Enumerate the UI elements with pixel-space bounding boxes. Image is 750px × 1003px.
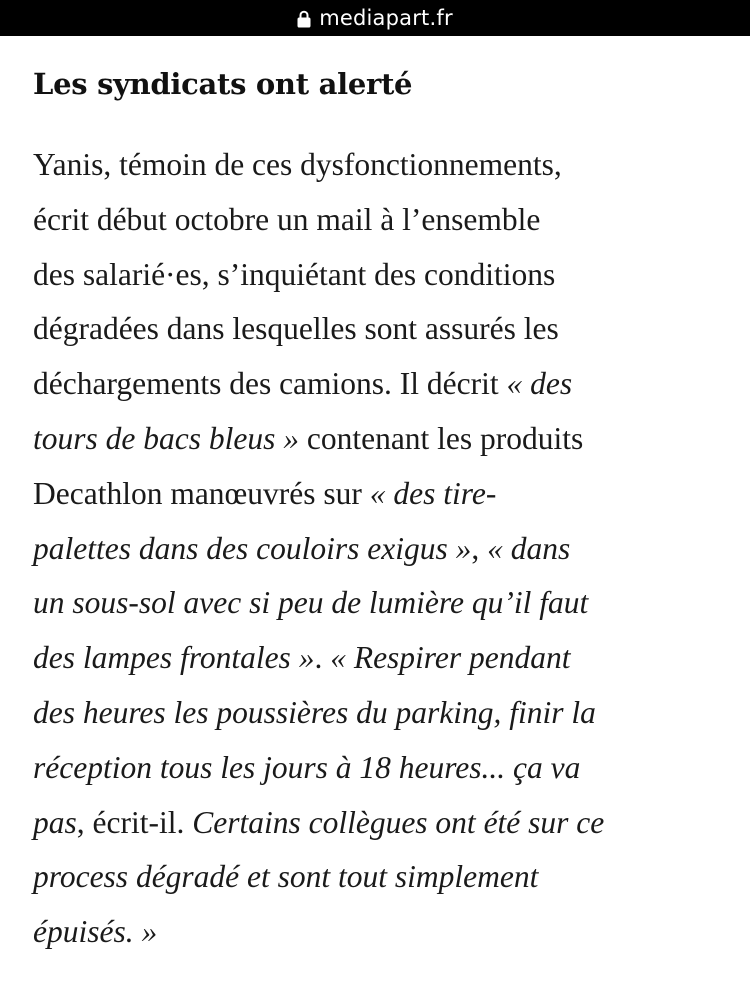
quoted-text: process dégradé et sont tout simplement: [33, 859, 539, 895]
quoted-text: tours de bacs bleus »: [33, 420, 299, 456]
paragraph-line: [33, 357, 723, 412]
article-paragraph: [33, 138, 723, 960]
quoted-text: des lampes frontales »: [33, 640, 315, 676]
paragraph-line: [33, 796, 723, 851]
paragraph-line: [33, 467, 723, 522]
text-segment: , écrit-il.: [76, 804, 193, 840]
text-segment: dégradées dans lesquelles sont assurés les: [33, 311, 559, 347]
quoted-text: épuisés. »: [33, 914, 158, 950]
quoted-text: un sous-sol avec si peu de lumière qu’il faut: [33, 585, 589, 621]
paragraph-line: [33, 248, 723, 303]
paragraph-line: [33, 905, 723, 960]
paragraph-line: [33, 686, 723, 741]
text-segment: .: [314, 640, 331, 676]
article-section: [33, 36, 723, 960]
quoted-text: palettes dans des couloirs exigus »: [33, 530, 472, 566]
paragraph-line: [33, 631, 723, 686]
paragraph-line: [33, 193, 723, 248]
quoted-text: « des tire-: [369, 475, 497, 511]
browser-address-bar[interactable]: [0, 0, 750, 36]
paragraph-line: [33, 741, 723, 796]
text-segment: Yanis, témoin de ces dysfonctionnements,: [33, 147, 562, 182]
text-segment: des salarié·es, s’inquiétant des conditions: [33, 256, 556, 292]
quoted-text: pas: [33, 804, 77, 840]
paragraph-line: [33, 850, 723, 905]
url-text[interactable]: mediapart.fr: [319, 6, 453, 30]
text-segment: contenant les produits: [298, 420, 584, 456]
section-heading: Les syndicats ont alerté: [33, 67, 413, 101]
quoted-text: « des: [506, 366, 573, 402]
text-segment: ,: [471, 530, 488, 566]
quoted-text: « Respirer pendant: [330, 640, 571, 676]
paragraph-line: [33, 138, 723, 193]
text-segment: déchargements des camions. Il décrit: [33, 366, 507, 402]
text-segment: Decathlon manœuvrés sur: [33, 475, 370, 511]
quoted-text: « dans: [487, 530, 571, 566]
paragraph-line: [33, 412, 723, 467]
paragraph-line: [33, 302, 723, 357]
quoted-text: des heures les poussières du parking, finir la: [33, 694, 596, 730]
lock-icon: [297, 10, 311, 28]
quoted-text: Certains collègues ont été sur ce: [192, 804, 605, 840]
paragraph-line: [33, 522, 723, 577]
text-segment: écrit début octobre un mail à l’ensemble: [33, 201, 541, 237]
quoted-text: réception tous les jours à 18 heures... ça va: [33, 749, 581, 785]
paragraph-line: [33, 576, 723, 631]
